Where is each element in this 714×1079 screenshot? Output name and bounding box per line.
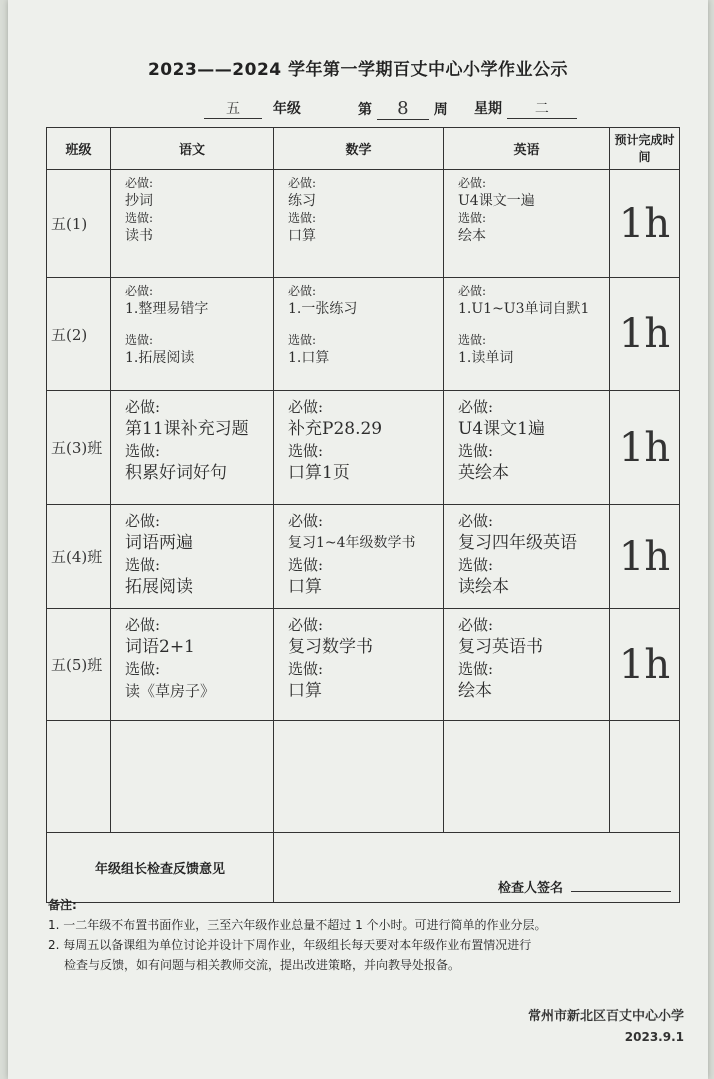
note-item-1: 1. 一二年级不布置书面作业，三至六年级作业总量不超过 1 个小时。可进行简单的作业分层。 [48,918,547,932]
empty-cell [47,721,111,833]
english-cell [444,505,610,609]
optional-task: 绘本 [458,228,486,244]
required-label: 必做: [458,616,494,634]
grade-value: 五 [204,98,262,119]
day-field [474,98,577,119]
week-prefix: 第 [358,102,372,118]
optional-task: 1.读单词 [458,350,514,366]
required-label: 必做: [458,398,494,416]
day-label: 星期 [474,101,502,117]
required-task: 抄词 [125,193,153,209]
optional-task: 1.口算 [288,350,330,366]
chinese-cell [111,391,274,505]
optional-label: 选做: [458,211,487,225]
optional-label: 选做: [288,211,317,225]
empty-cell [111,721,274,833]
chinese-cell [111,609,274,721]
empty-cell [610,721,680,833]
optional-label: 选做: [125,442,161,460]
required-label: 必做: [288,398,324,416]
math-cell [274,391,444,505]
table-row [47,278,680,391]
required-label: 必做: [288,176,317,190]
math-cell [274,505,444,609]
optional-label: 选做: [458,333,487,347]
required-task: 1.整理易错字 [125,301,209,317]
feedback-label: 年级组长检查反馈意见 [47,833,274,903]
required-task: U4课文1遍 [458,419,545,439]
english-cell [444,609,610,721]
time-cell: 1h [610,505,680,609]
optional-label: 选做: [458,556,494,574]
required-label: 必做: [125,616,161,634]
required-label: 必做: [288,284,317,298]
homework-table [46,127,680,903]
optional-task: 口算 [288,681,322,701]
required-task: 练习 [288,193,316,209]
english-cell [444,278,610,391]
table-row [47,170,680,278]
required-task: 1.一张练习 [288,301,358,317]
optional-task: 绘本 [458,681,492,701]
empty-cell [274,721,444,833]
required-task: 复习数学书 [288,637,373,657]
signature-label: 检查人签名 [497,881,563,896]
chinese-cell [111,170,274,278]
signature-area [274,833,680,903]
time-cell: 1h [610,170,680,278]
table-row [47,505,680,609]
week-field [358,98,448,120]
math-cell [274,278,444,391]
school-name: 常州市新北区百丈中心小学 [527,1009,684,1024]
chinese-cell [111,278,274,391]
required-task: 词语2+1 [125,637,195,657]
required-task: 1.U1~U3单词自默1 [458,301,590,317]
chinese-cell [111,505,274,609]
optional-label: 选做: [125,660,161,678]
class-cell: 五(4)班 [47,505,111,609]
empty-cell [444,721,610,833]
week-value: 8 [377,98,429,120]
table-row [47,609,680,721]
optional-task: 口算 [288,228,316,244]
grade-field [204,98,301,119]
required-task: 复习四年级英语 [458,533,577,553]
required-label: 必做: [288,616,324,634]
note-item-2-continued: 检查与反馈，如有问题与相关教师交流，提出改进策略，并向教导处报备。 [64,958,461,972]
class-cell: 五(3)班 [47,391,111,505]
required-label: 必做: [125,398,161,416]
optional-label: 选做: [288,660,324,678]
optional-task: 1.拓展阅读 [125,350,195,366]
grade-label: 年级 [272,101,301,117]
optional-task: 英绘本 [458,463,509,483]
required-label: 必做: [125,284,154,298]
optional-task: 读《草房子》 [125,682,216,700]
homework-notice-sheet [8,0,708,1079]
required-label: 必做: [458,176,487,190]
optional-label: 选做: [458,442,494,460]
note-item-2: 2. 每周五以备课组为单位讨论并设计下周作业，年级组长每天要对本年级作业布置情况进行 [48,938,532,952]
time-cell: 1h [610,609,680,721]
signature-line [571,891,671,892]
optional-task: 口算 [288,577,322,597]
page-title: 2023——2024 学年第一学期百丈中心小学作业公示 [147,60,569,80]
header-chinese: 语文 [111,128,274,170]
table-row [47,391,680,505]
optional-label: 选做: [288,333,317,347]
math-cell [274,609,444,721]
notes-section [48,895,698,975]
math-cell [274,170,444,278]
required-label: 必做: [458,284,487,298]
optional-label: 选做: [458,660,494,678]
english-cell [444,391,610,505]
header-math: 数学 [274,128,444,170]
required-task: 补充P28.29 [288,419,383,439]
optional-task: 口算1页 [288,463,350,483]
class-cell: 五(1) [47,170,111,278]
english-cell [444,170,610,278]
optional-task: 拓展阅读 [125,577,193,597]
required-task: 词语两遍 [125,533,193,553]
header-class: 班级 [47,128,111,170]
time-cell: 1h [610,391,680,505]
day-value: 二 [507,98,577,119]
header-english: 英语 [444,128,610,170]
required-task: 第11课补充习题 [125,419,249,439]
required-label: 必做: [125,176,154,190]
time-cell: 1h [610,278,680,391]
header-time: 预计完成时间 [610,128,680,170]
optional-task: 积累好词好句 [125,463,227,483]
required-task: 复习1~4年级数学书 [288,535,416,551]
required-task: 复习英语书 [458,637,543,657]
optional-task: 读书 [125,228,153,244]
feedback-row [47,833,680,903]
issue-date: 2023.9.1 [624,1030,684,1044]
optional-label: 选做: [125,556,161,574]
optional-label: 选做: [288,442,324,460]
required-label: 必做: [125,512,161,530]
week-suffix: 周 [433,102,448,118]
required-task: U4课文一遍 [458,193,535,209]
optional-label: 选做: [125,333,154,347]
optional-label: 选做: [288,556,324,574]
class-cell: 五(5)班 [47,609,111,721]
optional-task: 读绘本 [458,577,509,597]
notes-heading: 备注: [48,898,77,912]
table-row-empty [47,721,680,833]
required-label: 必做: [288,512,324,530]
class-cell: 五(2) [47,278,111,391]
table-header-row [47,128,680,170]
optional-label: 选做: [125,211,154,225]
required-label: 必做: [458,512,494,530]
